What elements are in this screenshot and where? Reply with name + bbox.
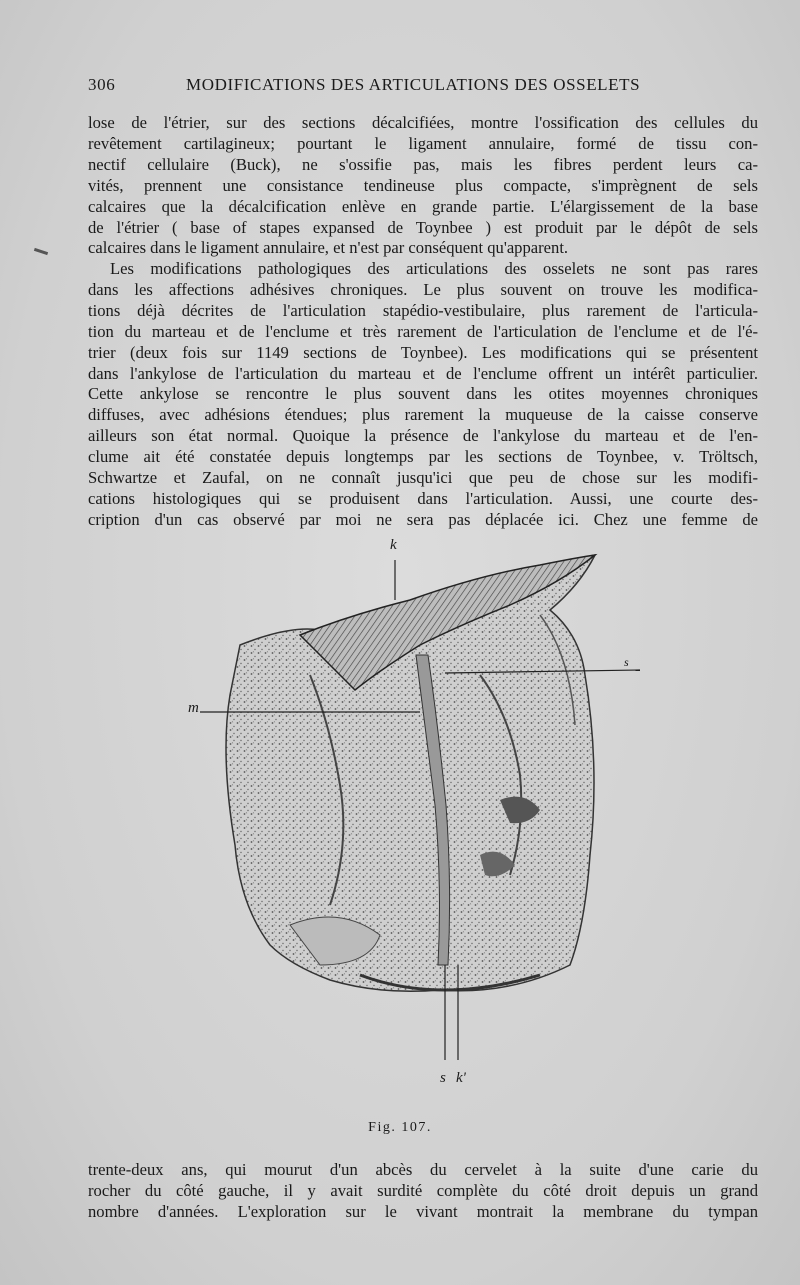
text-line: calcaires que la décalcification enlève en grande partie. L'élargissement de la base (88, 196, 758, 216)
text-line: cription d'un cas observé par moi ne sera pas déplacée ici. Chez une femme de (88, 509, 758, 529)
figure-label-s: s (440, 1070, 446, 1086)
text-line: rocher du côté gauche, il y avait surdité complète du côté droit depuis un grand (88, 1180, 758, 1200)
text-line: Schwartze et Zaufal, on ne connaît jusqu'ici que peu de chose sur les modifi- (88, 468, 758, 488)
margin-mark (34, 248, 48, 255)
text-line: tion du marteau et de l'enclume et très rarement de l'articulation de l'enclume et de l'é- (88, 321, 758, 341)
text-line: nombre d'années. L'exploration sur le vivant montrait la membrane du tympan (88, 1201, 758, 1221)
text-line: calcaires dans le ligament annulaire, et n'est par conséquent qu'apparent. (88, 238, 569, 258)
figure-caption: Fig. 107. (368, 1120, 432, 1135)
text-line: cations histologiques qui se produisent dans l'articulation. Aussi, une courte des- (88, 488, 758, 508)
figure-illustration (180, 525, 640, 1095)
text-line: lose de l'étrier, sur des sections décalcifiées, montre l'ossification des cellules du (88, 113, 758, 132)
paragraph-2 (88, 259, 758, 531)
text-line: dans les affections adhésives chroniques. Le plus souvent on trouve les modifica- (88, 279, 758, 299)
text-line: clume ait été constatée depuis longtemps par les sections de Toynbee, v. Tröltsch, (88, 447, 758, 467)
text-line: ailleurs son état normal. Quoique la présence de l'ankylose du marteau et de l'en- (88, 426, 758, 446)
text-line: Les modifications pathologiques des articulations des osselets ne sont pas rares (110, 259, 758, 278)
figure-label-k: k (390, 537, 397, 553)
text-line: trente-deux ans, qui mourut d'un abcès du cervelet à la suite d'une carie du (88, 1160, 758, 1179)
text-line: revêtement cartilagineux; pourtant le ligament annulaire, formé de tissu con- (88, 133, 758, 153)
paragraph-3 (88, 1160, 758, 1223)
text-line: nectif cellulaire (Buck), ne s'ossifie pas, mais les fibres perdent leurs ca- (88, 154, 758, 174)
page-number: 306 (88, 75, 116, 94)
text-line: Cette ankylose se rencontre le plus souvent dans les otites moyennes chroniques (88, 384, 758, 404)
figure-label-m: m (188, 700, 199, 716)
running-header (88, 75, 758, 99)
histology-figure (180, 525, 640, 1095)
text-line: diffuses, avec adhésions étendues; plus rarement la muqueuse de la caisse conserve (88, 405, 758, 425)
text-line: de l'étrier ( base of stapes expansed de Toynbee ) est produit par le dépôt de sels (88, 217, 758, 237)
text-line: dans l'ankylose de l'articulation du marteau et de l'enclume offrent un intérêt particulier. (88, 363, 758, 383)
running-title: MODIFICATIONS DES ARTICULATIONS DES OSSELETS (186, 75, 641, 94)
text-line: tions déjà décrites de l'articulation stapédio-vestibulaire, plus rarement de l'articula- (88, 300, 758, 320)
figure-label-k-prime: k' (456, 1070, 466, 1086)
figure-label-s-top: s (624, 655, 629, 669)
paragraph-1 (88, 113, 758, 259)
text-line: vités, prennent une consistance tendineuse plus compacte, s'imprègnent de sels (88, 175, 758, 195)
text-line: trier (deux fois sur 1149 sections de Toynbee). Les modifications qui se présentent (88, 342, 758, 362)
